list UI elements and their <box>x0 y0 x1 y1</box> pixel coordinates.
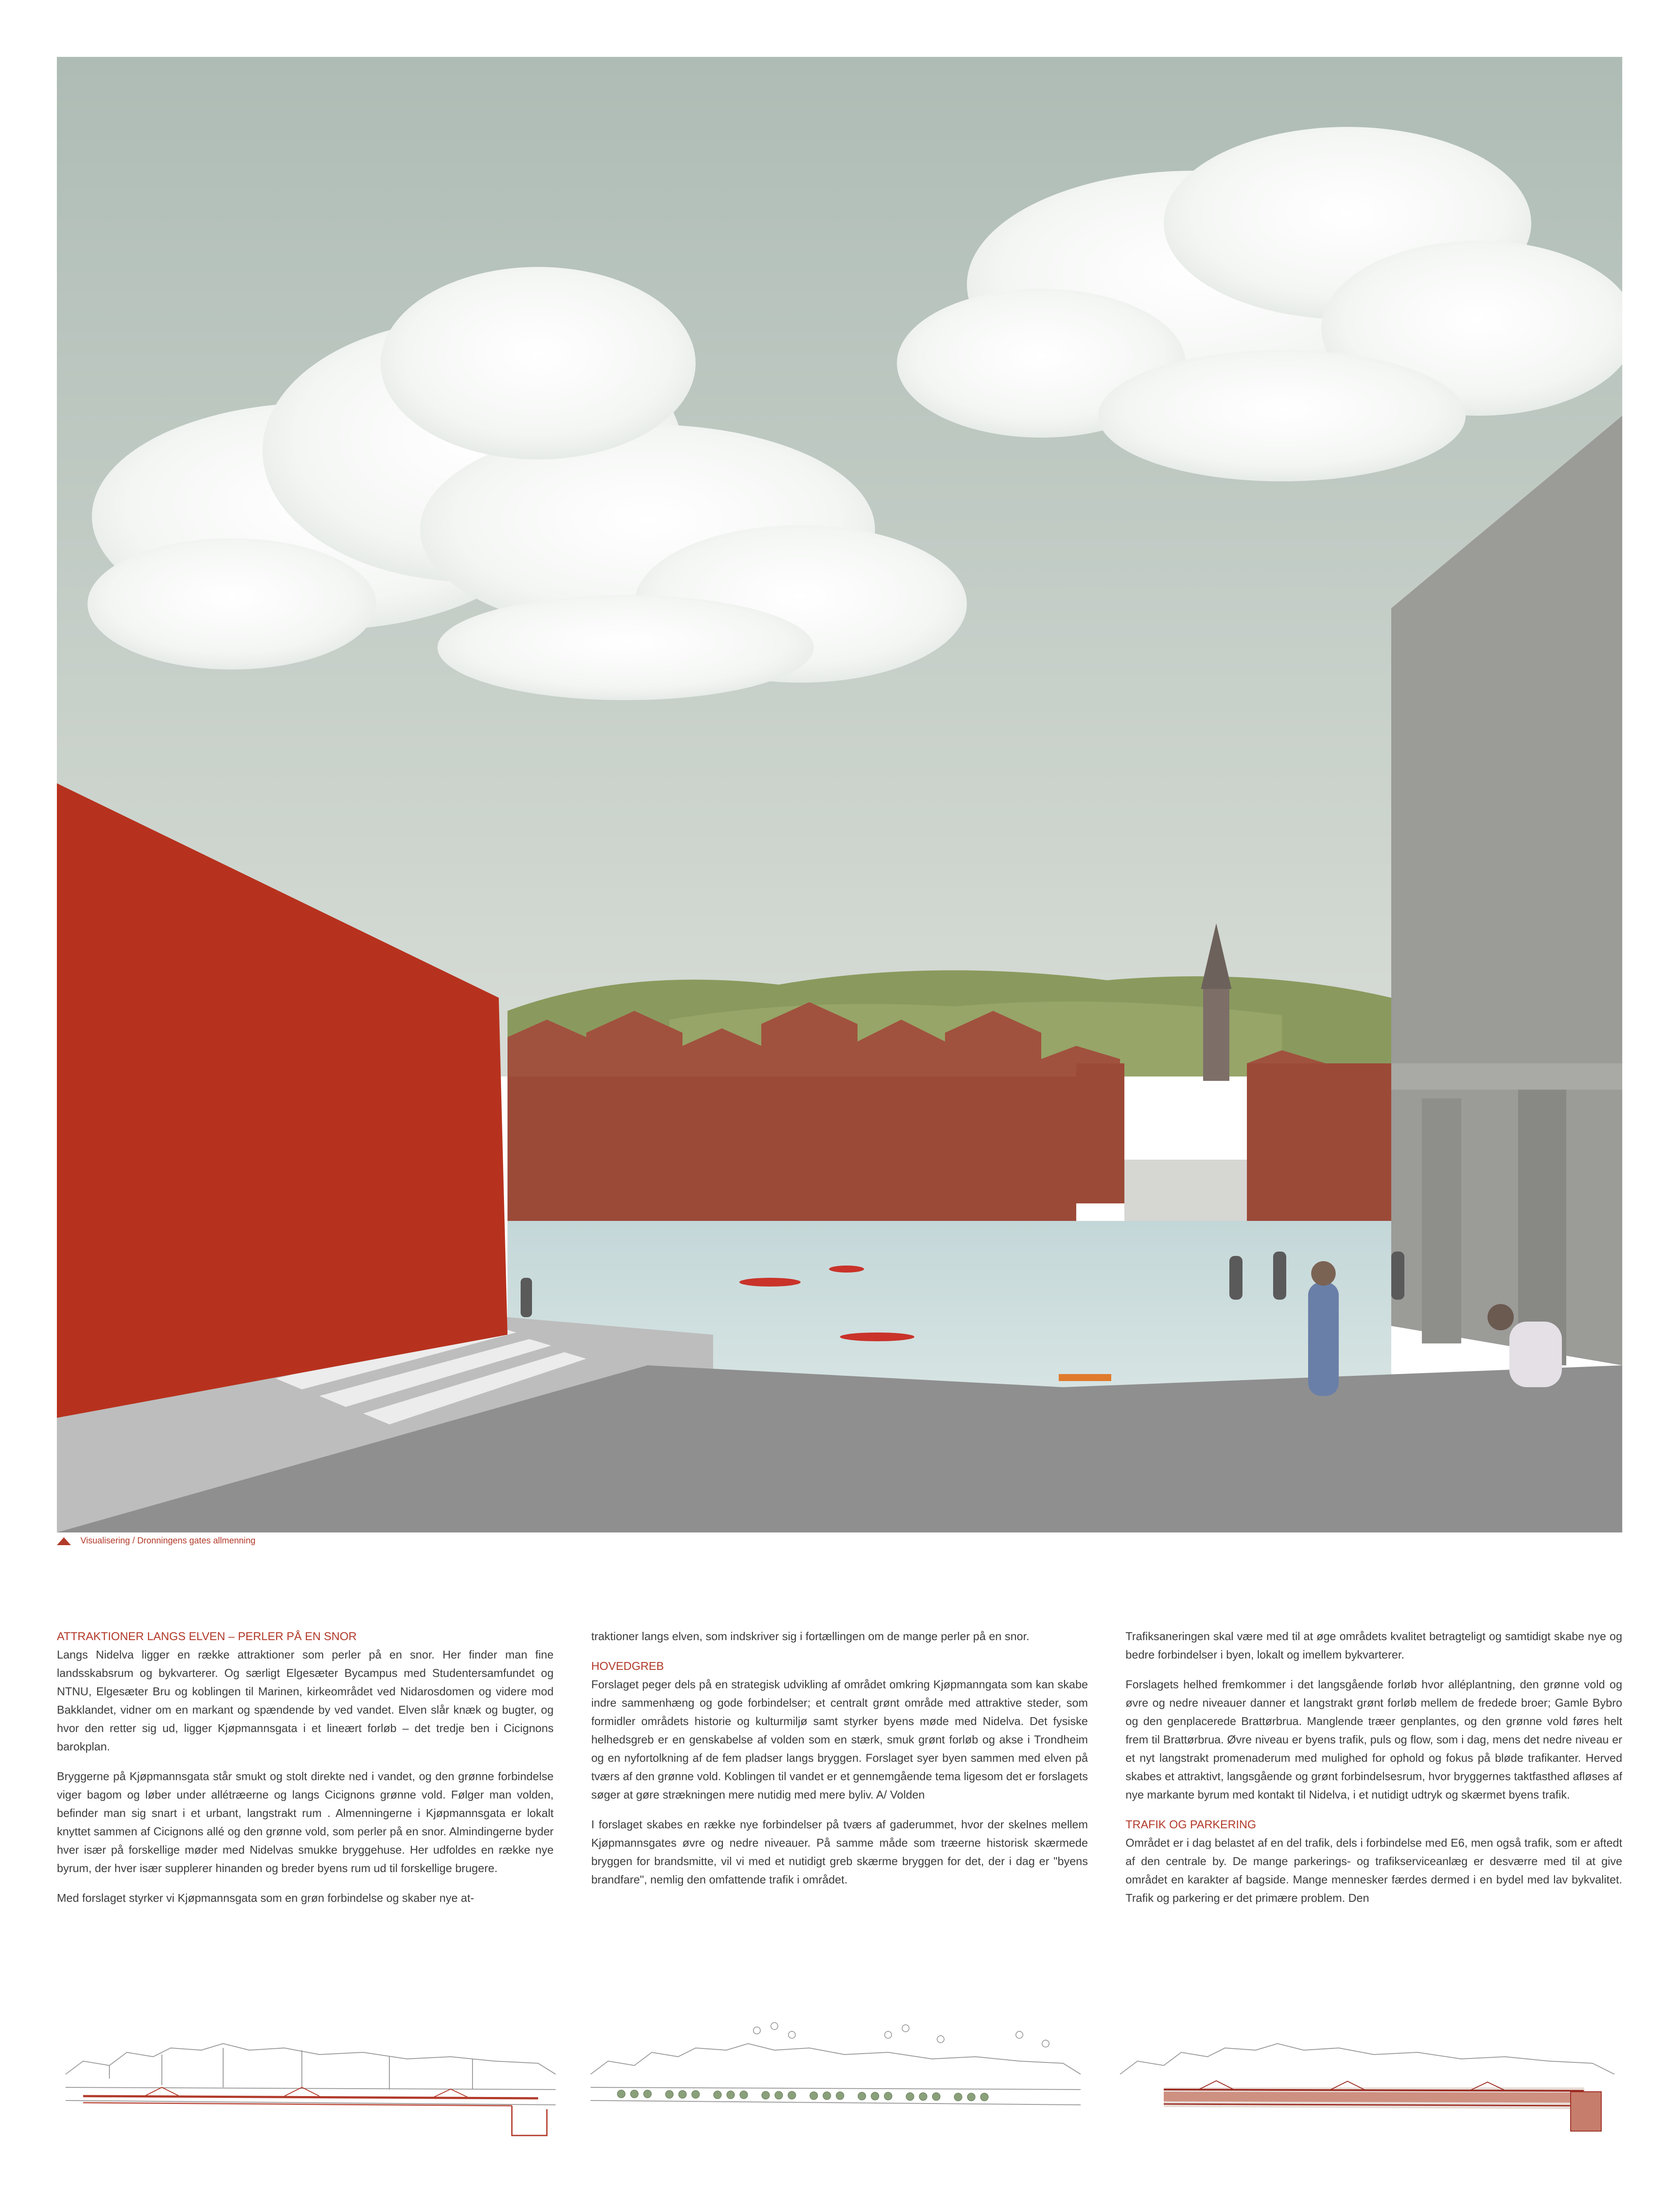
heading-trafik: TRAFIK OG PARKERING <box>1125 1818 1256 1831</box>
plan-paving <box>1111 2009 1622 2149</box>
legend-traffic <box>370 2184 510 2188</box>
paragraph: Med forslaget styrker vi Kjøpmannsgata som en grøn forbindelse og skaber nye at- <box>57 1891 474 1904</box>
brick-facades <box>508 1063 1391 1221</box>
text-column-1 <box>57 1627 553 1995</box>
paragraph: Forslaget peger dels på en strategisk udvikling af området omkring Kjøpmanngata som kan skabe indre sammenhæng og gode forbindelser; et centralt grønt område med attraktive steder, som formidler områdets historie og kulturmiljø samt styrker byens møde med Nidelva. Det fysiske helhedsgreb er en genskabelse af volden som en stærk, smuk grønt forløb og akse i Trondheim og en nyfortolkning af de fem pladser langs bryggen. Forslaget syer byen sammen med elven på tværs af den grønne vold. Koblingen til vandet er et gennemgående tema ligesom det er forslagets søger at gøre strækningen mere nutidig med mere byliv. A/ Volden <box>591 1678 1088 1801</box>
hero-visualization <box>57 57 1622 1532</box>
paragraph: Langs Nidelva ligger en række attraktioner som perler på en snor. Her finder man fine landsskabsrum og bykvarterer. Og særligt Elgesæter Bycampus med Studentersamfundet og NTNU, Elgesæter Bru og koblingen til Marinen, kirkeområdet ved Nidarosdomen og videre mod Bakklandet, vidner om en markant og spændende by ved vandet. Elven slår knæk og bugter, og hvor den retter sig ud, ligger Kjøpmannsgata i et lineært forløb – det tredje ben i Cicignons barokplan. <box>57 1648 554 1753</box>
text-column-2 <box>591 1627 1088 1995</box>
visualization-image <box>57 57 1622 1532</box>
paragraph: Bryggerne på Kjøpmannsgata står smukt og stolt direkte ned i vandet, og den grønne forbindelse viger bagom og løber under allétræerne og langs Cicignons grønne vold. Følger man volden, befinder man sig snart i et urbant, langstrakt rum . Almenningerne i Kjøpmannsgata er lokalt knyttet sammen af Cicignons allé og den grønne vold, som perler på en snor. Almindingerne byder hver især på forskellige møder med Nidelvas smukke bryggehuse. Her udfoldes en række nye byrum, der hver især supplerer hinanden og breder byens rum ud til forskellige brugere. <box>57 1770 554 1875</box>
paragraph: Trafiksaneringen skal være med til at øge områdets kvalitet betragteligt og samtidigt skabe nye og bedre forbindelser i byen, lokalt og imellem bykvarterer. <box>1125 1630 1622 1661</box>
legend-paving <box>1444 2184 1584 2188</box>
text-columns <box>57 1627 1622 1995</box>
existing-trees <box>753 2023 1049 2047</box>
plan-traffic-drawing <box>57 2009 564 2149</box>
legend-trees <box>960 2184 1030 2188</box>
hero-caption-text: Visualisering / Dronningens gates allmenning <box>80 1536 256 1546</box>
plan-trees <box>582 2009 1089 2149</box>
triangle-icon <box>57 1537 71 1545</box>
paragraph: Forslagets helhed fremkommer i det langsgående forløb hvor alléplantning, den grønne vold og øvre og nedre niveauer danner et langstrakt grønt forløb mellem de fredede broer; Gamle Bybro og den genplacerede Brattørbrua. Manglende træer genplantes, og den grønne vold føres helt frem til Brattørbrua. Øvre niveau er byens trafik, puls og flow, som i dag, mens det nedre niveau er et nyt langstrakt promenaderum med mulighed for ophold og fokus på bløde trafikanter. Herved skabes et attraktivt, langsgående og grønt forbindelsesrum, hvor bryggernes taktfasthed afløses af nye markante byrum med kontakt til Nidelva, i et nutidigt udtryk og skærmet byens trafik. <box>1125 1678 1622 1801</box>
plan-paving-drawing <box>1111 2009 1622 2149</box>
paragraph: Området er i dag belastet af en del trafik, dels i forbindelse med E6, men også trafik, som er aftedt af den centrale by. De mange parkerings- og trafikserviceanlæg er desværre med til at give området en karakter af bagside. Mange mennesker færdes dermed i en bydel med lav bykvalitet. Trafik og parkering er det primære problem. Den <box>1125 1836 1622 1904</box>
plan-trees-drawing <box>582 2009 1089 2149</box>
paragraph: I forslaget skabes en række nye forbindelser på tværs af gaderummet, hvor der skelnes mellem Kjøpmannsgates øvre og nedre niveauer. På samme måde som træerne historisk skærmede bryggen for brandsmitte, vil vi med et nutidigt greb skærme bryggen for det, der i dag er "byens brandfare", nemlig den omfattende trafik i området. <box>591 1818 1088 1886</box>
hero-caption <box>57 1536 256 1546</box>
heading-hovedgreb: HOVEDGREB <box>591 1659 664 1673</box>
text-column-3 <box>1126 1627 1622 1995</box>
heading-attraktioner: ATTRAKTIONER LANGS ELVEN – PERLER PÅ EN SNOR <box>57 1630 357 1643</box>
paragraph: traktioner langs elven, som indskriver sig i fortællingen om de mange perler på en snor. <box>591 1630 1029 1643</box>
plan-traffic <box>57 2009 564 2149</box>
tree-canopies <box>617 2090 988 2101</box>
